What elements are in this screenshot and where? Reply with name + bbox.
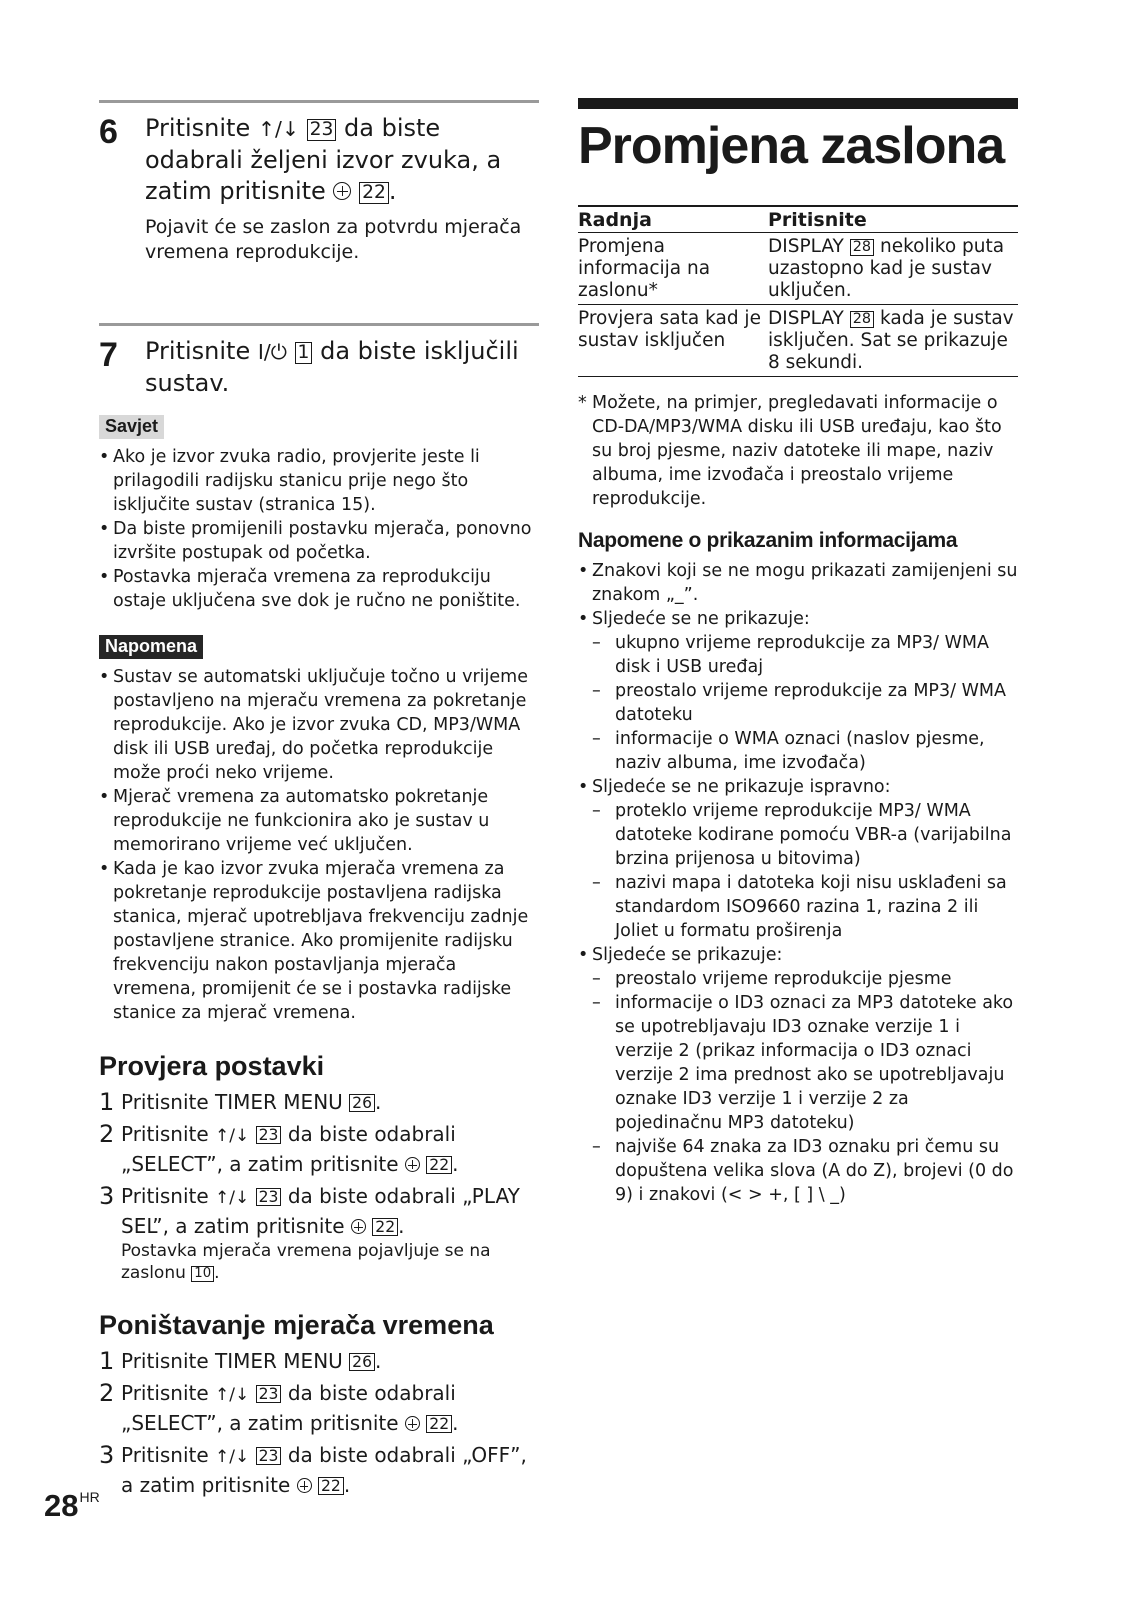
dash-list — [578, 631, 1018, 775]
enter-button-icon — [405, 1416, 420, 1431]
list-item: • Sljedeće se prikazuje: — [578, 943, 1018, 967]
info-list — [578, 559, 1018, 631]
info-list — [578, 943, 1018, 967]
check-settings-section — [99, 1051, 539, 1284]
key-badge: 23 — [307, 119, 337, 141]
key-badge: 28 — [850, 311, 874, 328]
tip-label: Savjet — [99, 415, 164, 439]
list-item: • Sustav se automatski uključuje točno u vrijeme postavljeno na mjeraču vremena za pokretanje reprodukcije. Ako je izvor zvuka CD, MP3/WMA disk ili USB uređaj, do početka reprodukcije može proći neko vrijeme. — [99, 665, 539, 785]
numbered-step: 2 Pritisnite ↑/↓ 23 da biste odabrali „SELECT”, a zatim pritisnite 22 . — [99, 1120, 459, 1176]
key-badge: 22 — [426, 1415, 452, 1433]
page-number: $28^{HR}$ — [44, 1488, 100, 1523]
key-badge: 26 — [349, 1353, 375, 1371]
note-label: Napomena — [99, 635, 203, 659]
up-down-arrow-icon: ↑/↓ — [215, 1126, 250, 1146]
numbered-step: 3 Pritisnite ↑/↓ 23 da biste odabrali „PLAY SEL”, a zatim pritisnite 22 . Postavka mjerača vremena pojavljuje se na zaslonu 10 . — [99, 1182, 539, 1284]
numbered-step: 3 Pritisnite ↑/↓ 23 da biste odabrali „OFF”, a zatim pritisnite 22 . — [99, 1441, 527, 1497]
page-title: Promjena zaslona — [578, 117, 1005, 175]
key-badge: 22 — [426, 1156, 452, 1174]
power-icon: I/⏻ — [257, 340, 287, 364]
list-item: – nazivi mapa i datoteka koji nisu usklađeni sa standardom ISO9660 razina 1, razina 2 ili Joliet u formatu proširenja — [578, 871, 1018, 943]
note-section — [99, 613, 539, 1025]
step-instruction: Pritisnite ↑/↓ 23 da biste odabrali željeni izvor zvuka, a zatim pritisnite 22 . — [145, 114, 502, 205]
left-column — [99, 100, 539, 1499]
info-list — [578, 775, 1018, 799]
table-header: Pritisnite — [768, 206, 1018, 233]
key-badge: 1 — [295, 342, 313, 364]
table-cell: DISPLAY 28 nekoliko puta uzastopno kad je sustav uključen. — [768, 233, 1018, 305]
section-heading: Provjera postavki — [99, 1051, 325, 1081]
list-item: – ukupno vrijeme reprodukcije za MP3/ WMA disk i USB uređaj — [578, 631, 1018, 679]
table-cell: Provjera sata kad je sustav isključen — [578, 308, 761, 351]
footnote: * Možete, na primjer, pregledavati informacije o CD-DA/MP3/WMA disku ili USB uređaju, kao što su broj pjesme, naziv datoteke ili mape, naziv albuma, ime izvođača i preostalo vrijeme reprodukcije. — [578, 393, 1002, 509]
key-badge: 22 — [318, 1477, 344, 1495]
key-badge: 28 — [850, 239, 874, 256]
step-6 — [99, 100, 539, 293]
display-table — [578, 205, 1018, 377]
step-note: Postavka mjerača vremena pojavljuje se na zaslonu 10 . — [121, 1241, 491, 1283]
key-badge: 23 — [256, 1188, 282, 1206]
step-number: 7 — [99, 336, 118, 374]
enter-button-icon — [405, 1157, 420, 1172]
section-heading: Napomene o prikazanim informacijama — [578, 529, 958, 552]
dash-list — [578, 967, 1018, 1207]
numbered-step: 1 Pritisnite TIMER MENU 26 . — [99, 1347, 382, 1375]
list-item: – preostalo vrijeme reprodukcije pjesme — [578, 967, 1018, 991]
enter-button-icon — [333, 182, 351, 200]
dash-list — [578, 799, 1018, 943]
list-item: • Sljedeće se ne prikazuje: — [578, 607, 1018, 631]
list-item: – najviše 64 znaka za ID3 oznaku pri čemu su dopuštena velika slova (A do Z), brojevi (0 do 9) i znakovi (< > +, [ ] \ _) — [578, 1135, 1018, 1207]
list-item: – proteklo vrijeme reprodukcije MP3/ WMA datoteke kodirane pomoću VBR-a (varijabilna brzina prijenosa u bitovima) — [578, 799, 1018, 871]
numbered-step: 1 Pritisnite TIMER MENU 26 . — [99, 1088, 382, 1116]
step-instruction: Pritisnite I/⏻ 1 da biste isključili sustav. — [145, 337, 519, 397]
list-item: • Sljedeće se ne prikazuje ispravno: — [578, 775, 1018, 799]
list-item: • Postavka mjerača vremena za reprodukciju ostaje uključena sve dok je ručno ne poništite. — [99, 565, 539, 613]
table-header: Radnja — [578, 206, 768, 233]
key-badge: 26 — [349, 1094, 375, 1112]
list-item: • Znakovi koji se ne mogu prikazati zamijenjeni su znakom „_”. — [578, 559, 1018, 607]
up-down-arrow-icon: ↑/↓ — [257, 117, 299, 141]
key-badge: 10 — [191, 1266, 214, 1282]
step-7 — [99, 323, 539, 399]
key-badge: 23 — [256, 1385, 282, 1403]
list-item: • Ako je izvor zvuka radio, provjerite jeste li prilagodili radijsku stanicu prije nego što isključite sustav (stranica 15). — [99, 445, 539, 517]
enter-button-icon — [297, 1478, 312, 1493]
table-cell: Promjena informacija na zaslonu* — [578, 233, 768, 305]
list-item: – informacije o WMA oznaci (naslov pjesme, naziv albuma, ime izvođača) — [578, 727, 1018, 775]
table-row — [578, 305, 1018, 377]
list-item: • Da biste promijenili postavku mjerača, ponovno izvršite postupak od početka. — [99, 517, 539, 565]
numbered-step: 2 Pritisnite ↑/↓ 23 da biste odabrali „SELECT”, a zatim pritisnite 22 . — [99, 1379, 459, 1435]
table-cell: DISPLAY 28 kada je sustav isključen. Sat se prikazuje 8 sekundi. — [768, 308, 1014, 373]
key-badge: 22 — [359, 182, 389, 204]
section-heading: Poništavanje mjerača vremena — [99, 1310, 494, 1340]
tip-section — [99, 399, 539, 613]
cancel-timer-section — [99, 1310, 539, 1499]
up-down-arrow-icon: ↑/↓ — [215, 1188, 250, 1208]
step-note: Pojavit će se zaslon za potvrdu mjerača vremena reprodukcije. — [145, 216, 522, 263]
key-badge: 23 — [256, 1126, 282, 1144]
right-column — [578, 98, 1018, 1207]
key-badge: 23 — [256, 1447, 282, 1465]
list-item: – informacije o ID3 oznaci za MP3 datoteke ako se upotrebljavaju ID3 oznake verzije 1 i verzije 2 (prikaz informacija o ID3 oznaci verzije 2 ima prednost ako se upotrebljavaju oznake ID3 verzije 1 i verzije 2 za pojedinačnu MP3 datoteku) — [578, 991, 1018, 1135]
language-code: HR — [79, 1489, 100, 1505]
list-item: • Kada je kao izvor zvuka mjerača vremena za pokretanje reprodukcije postavljena radijska stanica, mjerač upotrebljava frekvenciju zadnje postavljene stranice. Ako promijenite radijsku frekvenciju nakon postavljanja mjerača vremena, promijenit će se i postavka radijske stanice za mjerač vremena. — [99, 857, 539, 1025]
title-rule — [578, 98, 1018, 109]
up-down-arrow-icon: ↑/↓ — [215, 1447, 250, 1467]
table-row — [578, 233, 1018, 305]
step-number: 6 — [99, 113, 118, 151]
list-item: – preostalo vrijeme reprodukcije za MP3/ WMA datoteku — [578, 679, 1018, 727]
enter-button-icon — [351, 1219, 366, 1234]
key-badge: 22 — [372, 1218, 398, 1236]
up-down-arrow-icon: ↑/↓ — [215, 1385, 250, 1405]
list-item: • Mjerač vremena za automatsko pokretanje reprodukcije ne funkcionira ako je sustav u memorirano vrijeme već uključen. — [99, 785, 539, 857]
